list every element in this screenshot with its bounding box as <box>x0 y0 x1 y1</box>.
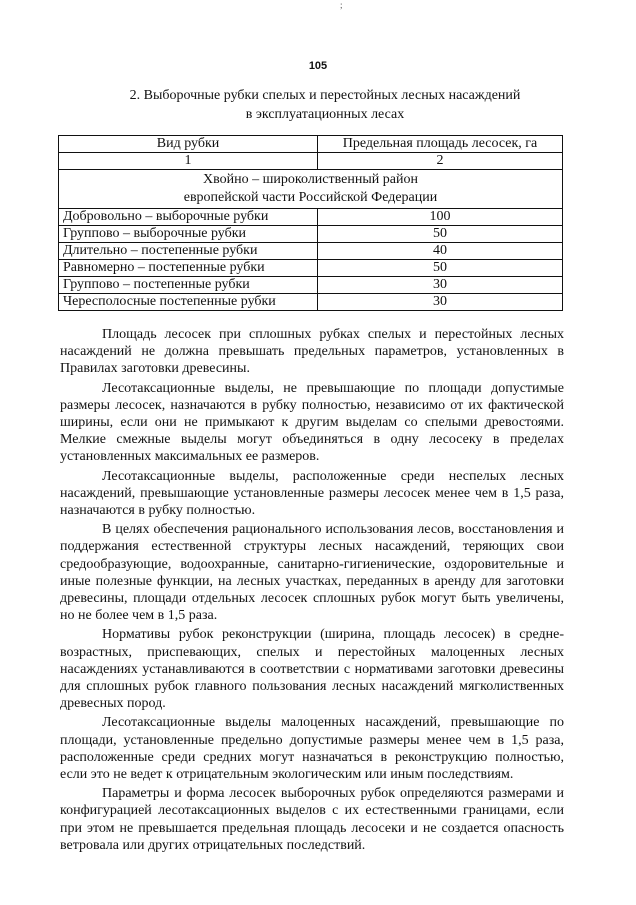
table-cell-area: 30 <box>318 277 563 294</box>
table-row <box>59 209 563 226</box>
table-cell-area: 50 <box>318 226 563 243</box>
table-cell-area: 40 <box>318 243 563 260</box>
table-cell-type: Добровольно – выборочные рубки <box>59 209 318 226</box>
paragraph: Лесотаксационные выделы, расположенные среди неспелых лесных насаждений, превышающие установленные размеры лесосек менее чем в 1,5 раза, назначаются в рубку полностью. <box>60 468 564 519</box>
table-row <box>59 294 563 311</box>
top-mark: ; <box>340 0 343 10</box>
cutting-area-table <box>58 135 563 311</box>
table-region-cell <box>59 170 563 209</box>
table-cell-type: Чересполосные постепенные рубки <box>59 294 318 311</box>
paragraph: Нормативы рубок реконструкции (ширина, площадь лесосек) в средне-возрастных, приспевающих, спелых и перестойных малоценных лесных насаждениях устанавливаются в соответствии с нормативами заготовки древесины для сплошных рубок главного пользования лесных насаждений мягколиственных древесных пород. <box>60 627 564 712</box>
table-row <box>59 226 563 243</box>
section-heading <box>60 86 590 124</box>
table-row <box>59 277 563 294</box>
table-cell-type: Равномерно – постепенные рубки <box>59 260 318 277</box>
paragraph: Площадь лесосек при сплошных рубках спелых и перестойных лесных насаждений не должна превышать предельных параметров, установленных в Правилах заготовки древесины. <box>60 327 564 377</box>
table-row <box>59 260 563 277</box>
paragraph: В целях обеспечения рационального использования лесов, восстановления и поддержания естественной структуры лесных насаждений, теряющих свои средообразующие, водоохранные, санитарно-гигиенические, оздоровительные и иные полезные функции, на лесных участках, переданных в аренду для заготовки древесины, площади отдельных лесосек сплошных рубок могут быть увеличены, но не более чем в 1,5 раза. <box>60 522 564 624</box>
section-heading-line-2: в эксплуатационных лесах <box>245 107 405 122</box>
table-cell-type: Группово – выборочные рубки <box>59 226 318 243</box>
section-heading-line-1: 2. Выборочные рубки спелых и перестойных лесных насаждений <box>129 88 521 103</box>
table-cell-type: Длительно – постепенные рубки <box>59 243 318 260</box>
table-cell-area: 30 <box>318 294 563 311</box>
region-line-1: Хвойно – широколиственный район <box>203 172 418 187</box>
table-row <box>59 243 563 260</box>
table-header-type: Вид рубки <box>59 136 318 153</box>
table-region-row <box>59 170 563 209</box>
table-column-number-2: 2 <box>318 153 563 170</box>
body-text <box>60 326 564 856</box>
table-cell-area: 50 <box>318 260 563 277</box>
table-column-number-1: 1 <box>59 153 318 170</box>
paragraph: Параметры и форма лесосек выборочных рубок определяются размерами и конфигурацией лесотаксационных выделов с их естественными границами, если при этом не превышается предельная площадь лесосеки и не создается опасность ветровала или других отрицательных последствий. <box>60 786 564 853</box>
table-cell-type: Группово – постепенные рубки <box>59 277 318 294</box>
table-cell-area: 100 <box>318 209 563 226</box>
page-number: 105 <box>308 60 328 72</box>
table-header-row <box>59 136 563 153</box>
region-line-2: европейской части Российской Федерации <box>183 190 438 205</box>
paragraph: Лесотаксационные выделы малоценных насаждений, превышающие по площади, установленные предельно допустимые размеры менее чем в 1,5 раза, расположенные среди средних могут назначаться в реконструкцию полностью, если это не ведет к отрицательным экологическим или иным последствиям. <box>60 715 564 783</box>
paragraph: Лесотаксационные выделы, не превышающие по площади допустимые размеры лесосек, назначаются в рубку полностью, независимо от их фактической ширины, если они не примыкают к другим выделам со спелыми древостоями. Мелкие смежные выделы могут объединяться в одну лесосеку в пределах установленных максимальных ее размеров. <box>60 380 564 465</box>
table-header-area: Предельная площадь лесосек, га <box>318 136 563 153</box>
table-column-number-row <box>59 153 563 170</box>
